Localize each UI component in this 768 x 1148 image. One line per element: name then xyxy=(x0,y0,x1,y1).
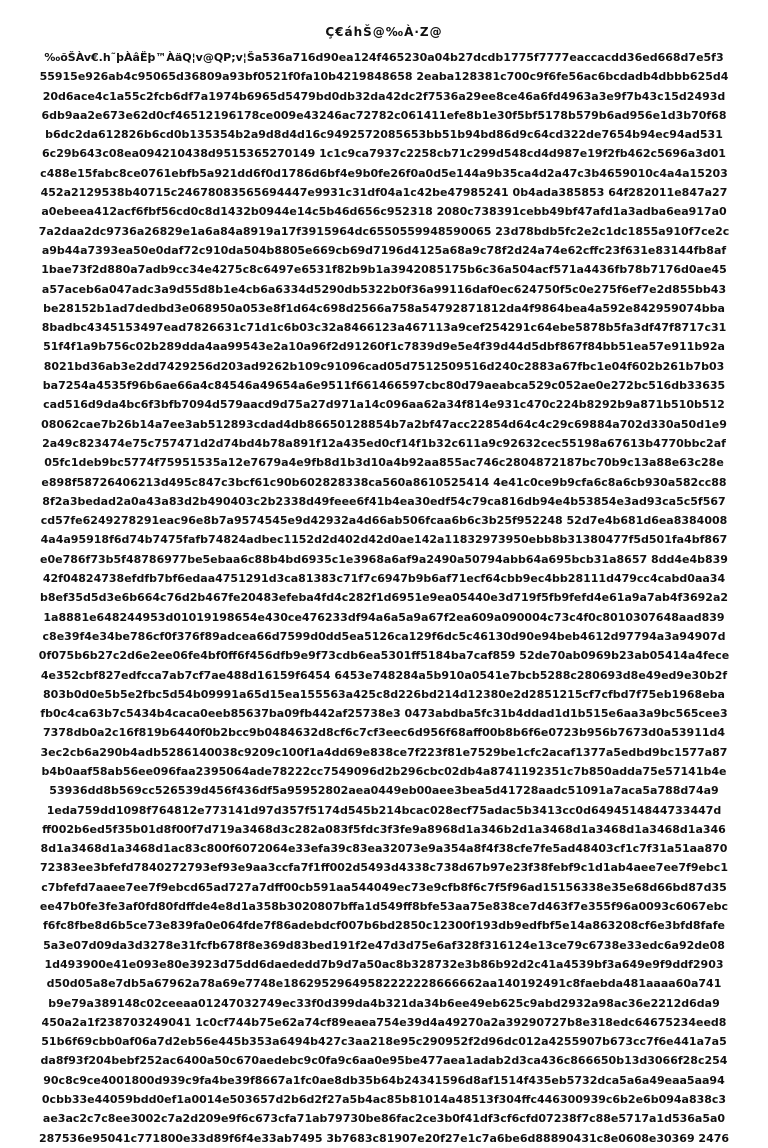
text-line: be28152b1ad7dedbd3e068950a053e8f1d64c698d2566a758a54792871812da4f9864bea4a592e842959074bba xyxy=(43,301,725,315)
text-line: a0ebeea412acf6fbf56cd0c8d1432b0944e14c5b46d656c952318 2080c738391cebb49bf47afd1a3adba6ea917a0 xyxy=(41,205,727,219)
text-line: 8badbc4345153497ead7826631c71d1c6b03c32a8466123a467113a9cef254291c64ebe5878b5fa3df47f8717c31 xyxy=(41,321,727,335)
text-line: 1bae73f2d880a7adb9cc34e4275c8c6497e6531f82b9b1a3942085175b6c36a504acf571a4436fb78b7176d0ae45 xyxy=(41,263,727,277)
text-line: 72383ee3bfefd7840272793ef93e9aa3ccfa7f1ff002d5493d4338c738d67b97e23f38febf9c1d1ab4aee7ee7f9ebc1 xyxy=(40,861,728,875)
text-line: 7378db0a2c16f819b6440f0b2bcc9b0484632d8cf6c7cf3eec6d956f68aff00b8b6f6e0723b956b7673d0a53911d4 xyxy=(42,726,726,740)
text-line: d50d05a8e7db5a67962a78a69e7748e18629529649582222228666662aa140192491c8faebda481aaaa60a741 xyxy=(46,977,722,991)
text-line: 1a8881e648244953d01019198654e430ce476233df94a6a5a9a67f2ea609a090004c73c4f0c8010307648aad839 xyxy=(43,610,725,624)
text-line: 51b6f69cbb0af06a7d2eb56e445b353a6494b427c3aa218e95c290952f2d96dc012a4255907b673cc7f6e441a7a5 xyxy=(41,1035,727,1049)
text-line: ba7254a4535f96b6ae66a4c84546a49654a6e9511f661466597cbc80d79aeabca529c052ae0e272bc516db33635 xyxy=(42,379,726,393)
text-line: 7a2daa2dc9736a26829e1a6a84a8919a17f3915964dc6550559948590065 23d78bdb5fc2e2c1dc1855a910f7ce2c xyxy=(38,224,730,238)
text-line: 08062cae7b26b14a7ee3ab512893cdad4db86650128854b7a2bf47acc22854d64c4c29c69884a702d330a50d1e9 xyxy=(41,417,727,431)
text-line: 90c8c9ce4001800d939c9fa4be39f8667a1fc0ae8db35b64b24341596d8af1514f435eb5732dca5a6a49eaa5aa94 xyxy=(43,1073,725,1087)
text-line: 1eda759dd1098f764812e773141d97d357f5174d545b214bcac028ecf75adac5b3413cc0d6494514844733447d xyxy=(46,803,722,817)
text-line: 803b0d0e5b5e2fbc5d54b09991a65d15ea155563a425c8d226bd214d12380e2d2851215cf7cfbd7f75eb1968eba xyxy=(43,687,725,701)
text-line: c8e39f4e34be786cf0f376f89adcea66d7599d0dd5ea5126ca129f6dc5c46130d90e94beb4612d97794a3a94907d xyxy=(42,629,726,643)
text-line: c7bfefd7aaee7ee7f9ebcd65ad727a7dff00cb591aa544049ec73e9cfb8f6c7f5f96ad15156338e35e68d66bd87d35 xyxy=(41,880,727,894)
text-line: ‰õŠÀv€.h˜þÀâËþ™ÀäQ¦v@QP;v¦Ša536a716d90ea124f465230a04b27dcdb1775f7777eaccacdd36ed668d7e5f3 xyxy=(44,51,724,64)
text-line: e0e786f73b5f48786977be5ebaa6c88b4bd6935c1e3968a6af9a2490a50794abb64a695bcb31a8657 8dd4e4b839 xyxy=(40,552,728,566)
text-line: b6dc2da612826b6cd0b135354b2a9d8d4d16c9492572085653bb51b94bd86d9c64cd322de7654b94ec94ad531 xyxy=(45,128,723,142)
text-line: 8f2a3bedad2a0a43a83d2b490403c2b2338d49feee6f41b4ea30edf54c79ca816db94e4b53854e3ad93ca5c5f567 xyxy=(42,494,726,508)
text-line: ee47b0fe3fe3af0fd80fdffde4e8d1a358b3020807bffa1d549ff8bfe53aa75e838ce7d463f7e355f96a0093c6067ebc xyxy=(39,900,729,914)
text-line: 53936dd8b569cc526539d456f436df5a95952802aea0449eb00aee3bea5d41728aadc51091a7aca5a788d74a9 xyxy=(49,784,719,798)
text-line: 51f4f1a9b756c02b289dda4aa99543e2a10a96f2d91260f1c7839d9e5e4f39d44d5dbf867f84bb51ea57e911b92a xyxy=(43,340,725,354)
text-line: e898f58726406213d495c847c3bcf61c90b602828338ca560a8610525414 4e41c0ce9b9cfa6c8a6cb930a582cc88 xyxy=(41,475,727,489)
text-line: 4e352cbf827edfcca7ab7cf7ae488d16159f6454 6453e748284a5b910a0541e7bcb5288c280693d8e49ed9e30b2f xyxy=(40,668,728,682)
text-line: 4a4a95918f6d74b7475fafb74824adbec1152d2d402d42d0ae142a11832973950ebb8b31380477f5d501fa4bf867 xyxy=(40,533,728,547)
text-line: c488e15fabc8ce0761ebfb5a921dd6f0d1786d6bf4e9b0fe26f0a0d5e144a9b35ca4d2a47c3b4659010c4a4a15203 xyxy=(40,166,728,180)
text-line: b4b0aaf58ab56ee096faa2395064ade78222cc7549096d2b296cbc02db4a8741192351c7b850adda75e57141b4e xyxy=(41,764,727,778)
text-line: ae3ac2c7c8ee3002c7a2d209e9f6c673cfa71ab79730be86fac2ce3b0f41df3cf6cfd07238f7c88e5717a1d536a5a0 xyxy=(42,1112,726,1126)
text-line: 3ec2cb6a290b4adb5286140038c9209c100f1a4dd69e838ce7f223f81e7529be1cfc2acaf1377a5edbd9bc1577a87 xyxy=(40,745,728,759)
text-line: 42f04824738efdfb7bf6edaa4751291d3ca81383c71f7c6947b9b6af71ecf64cbb9ec4bb28111d479cc4cabd0aa34 xyxy=(42,572,726,586)
text-line: a9b44a7393ea50e0daf72c910da504b8805e669cb69d7196d4125a68a9c78f2d24a74e62cffc23f631e83144fb8af xyxy=(41,243,727,257)
text-line: 8021bd36ab3e2dd7429256d203ad9262b109c91096cad05d7512509516d240c2883a67fbc1e04f602b261b7b03 xyxy=(43,359,725,373)
text-line: 287536e95041c771800e33d89f6f4e33ab7495 3b7683c81907e20f27e1c7a6be6d88890431c8e0608e30369 2476 xyxy=(38,1131,730,1145)
text-line: 0cbb33e44059bdd0ef1a0014e503657d2b6d2f27a5b4ac85b81014a48513f304ffc446300939c6b2e6b094a838c3 xyxy=(41,1093,727,1107)
text-line: ff002b6ed5f35b01d8f00f7d719a3468d3c282a083f5fdc3f3fe9a8968d1a346b2d1a3468d1a3468d1a3468d1a346 xyxy=(42,822,726,836)
text-line: a57aceb6a047adc3a9d55d8b1e4cb6a6334d5290db5322b0f36a99116daf0ec624750f5c0e275f6ef7e2d855bb43 xyxy=(41,282,727,296)
text-line: cd57fe6249278291eac96e8b7a9574545e9d42932a4d66ab506fcaa6b6c3b25f952248 52d7e4b681d6ea8384008 xyxy=(40,514,728,528)
text-line: 5a3e07d09da3d3278e31fcfb678f8e369d83bed191f2e47d3d75e6af328f316124e13ce79c6738e33edc6a92de08 xyxy=(43,938,725,952)
document-body xyxy=(22,48,746,1148)
text-line: 55915e926ab4c95065d36809a93bf0521f0fa10b4219848658 2eaba128381c700c9f6fe56ac6bcdadb4dbbb625d4 xyxy=(39,70,729,84)
text-line: 6db9aa2e673e62d0cf46512196178ce009e43246ac72782c061411efe8b1e30f5bf5178b579b6ad956e1d3b70f68 xyxy=(41,108,727,122)
text-line: 20d6ace4c1a55c2fcb6df7a1974b6965d5479bd0db32da42dc2f7536a29ee8ce46a6fd4963a3e9f7b43c15d2493d xyxy=(42,89,726,103)
text-line: da8f93f204bebf252ac6400a50c670aedebc9c0fa9c6aa0e95be477aea1adab2d3ca436c866650b13d3066f28c254 xyxy=(40,1054,728,1068)
text-line: 452a2129538b40715c24678083565694447e9931c31df04a1c42be47985241 0b4ada385853 64f282011e847a27 xyxy=(40,186,728,200)
text-line: 1d493900e41e093e80e3923d75dd6daededd7b9d7a50ac8b328732e3b86b92d2c41a4539bf3a649e9f9ddf2903 xyxy=(44,957,724,971)
text-line: 450a2a1f238703249041 1c0cf744b75e62a74cf89eaea754e39d4a49270a2a39290727b8e318edc64675234eed8 xyxy=(41,1015,727,1029)
text-line: 6c29b643c08ea094210438d9515365270149 1c1c9ca7937c2258cb71c299d548cd4d987e19f2fb462c5696a3d01 xyxy=(42,147,726,161)
text-line: 05fc1deb9bc5774f75951535a12e7679a4e9fb8d1b3d10a4b92aa855ac746c2804872187bc70b9c13a88e63c28e xyxy=(44,456,724,470)
text-line: fb0c4ca63b7c5434b4caca0eeb85637ba09fb442af25738e3 0473abdba5fc31b4ddad1d1b515e6aa3a9bc565cee3 xyxy=(40,707,728,721)
text-line: b8ef35d5d3e6b664c76d2b467fe20483efeba4fd4c282f1d6951e9ea05440e3d719f5fb9fefd4e61a9a7ab4f3692a2 xyxy=(39,591,729,605)
text-line: f6fc8fbe8d6b5ce73e839fa0e064fde7f86adebdcf007b6bd2850c12300f193db9edfbf5e14a863208cf6e3bfd8fafe xyxy=(43,919,725,933)
text-line: 0f075b6b27c2d6e2ee06fe4bf0ff6f456dfb9e9f73cdb6ea5301ff5184ba7caf859 52de70ab0969b23ab05414a4fece xyxy=(38,649,730,663)
text-line: b9e79a389148c02ceeaa01247032749ec33f0d399da4b321da34b6ee49eb625c9abd2932a98ac36e2212d6da9 xyxy=(48,996,720,1010)
text-line: cad516d9da4bc6f3bfb7094d579aacd9d75a27d971a14c096aa62a34f814e931c470c224b8292b9a871b510b512 xyxy=(43,398,725,412)
text-line: 2a49c823474e75c757471d2d74bd4b78a891f12a435ed0cf14f1b32c611a9c92632cec55198a67613b4770bbc2af xyxy=(42,436,726,450)
text-line: 8d1a3468d1a3468d1ac83c800f6072064e33efa39c83ea32073e9a354a8f4f38cfe7fe5ad48403cf1c7f31a51aa870 xyxy=(40,842,728,856)
document-title: Ç€áhŠ@‰À·Z@ xyxy=(325,25,443,39)
